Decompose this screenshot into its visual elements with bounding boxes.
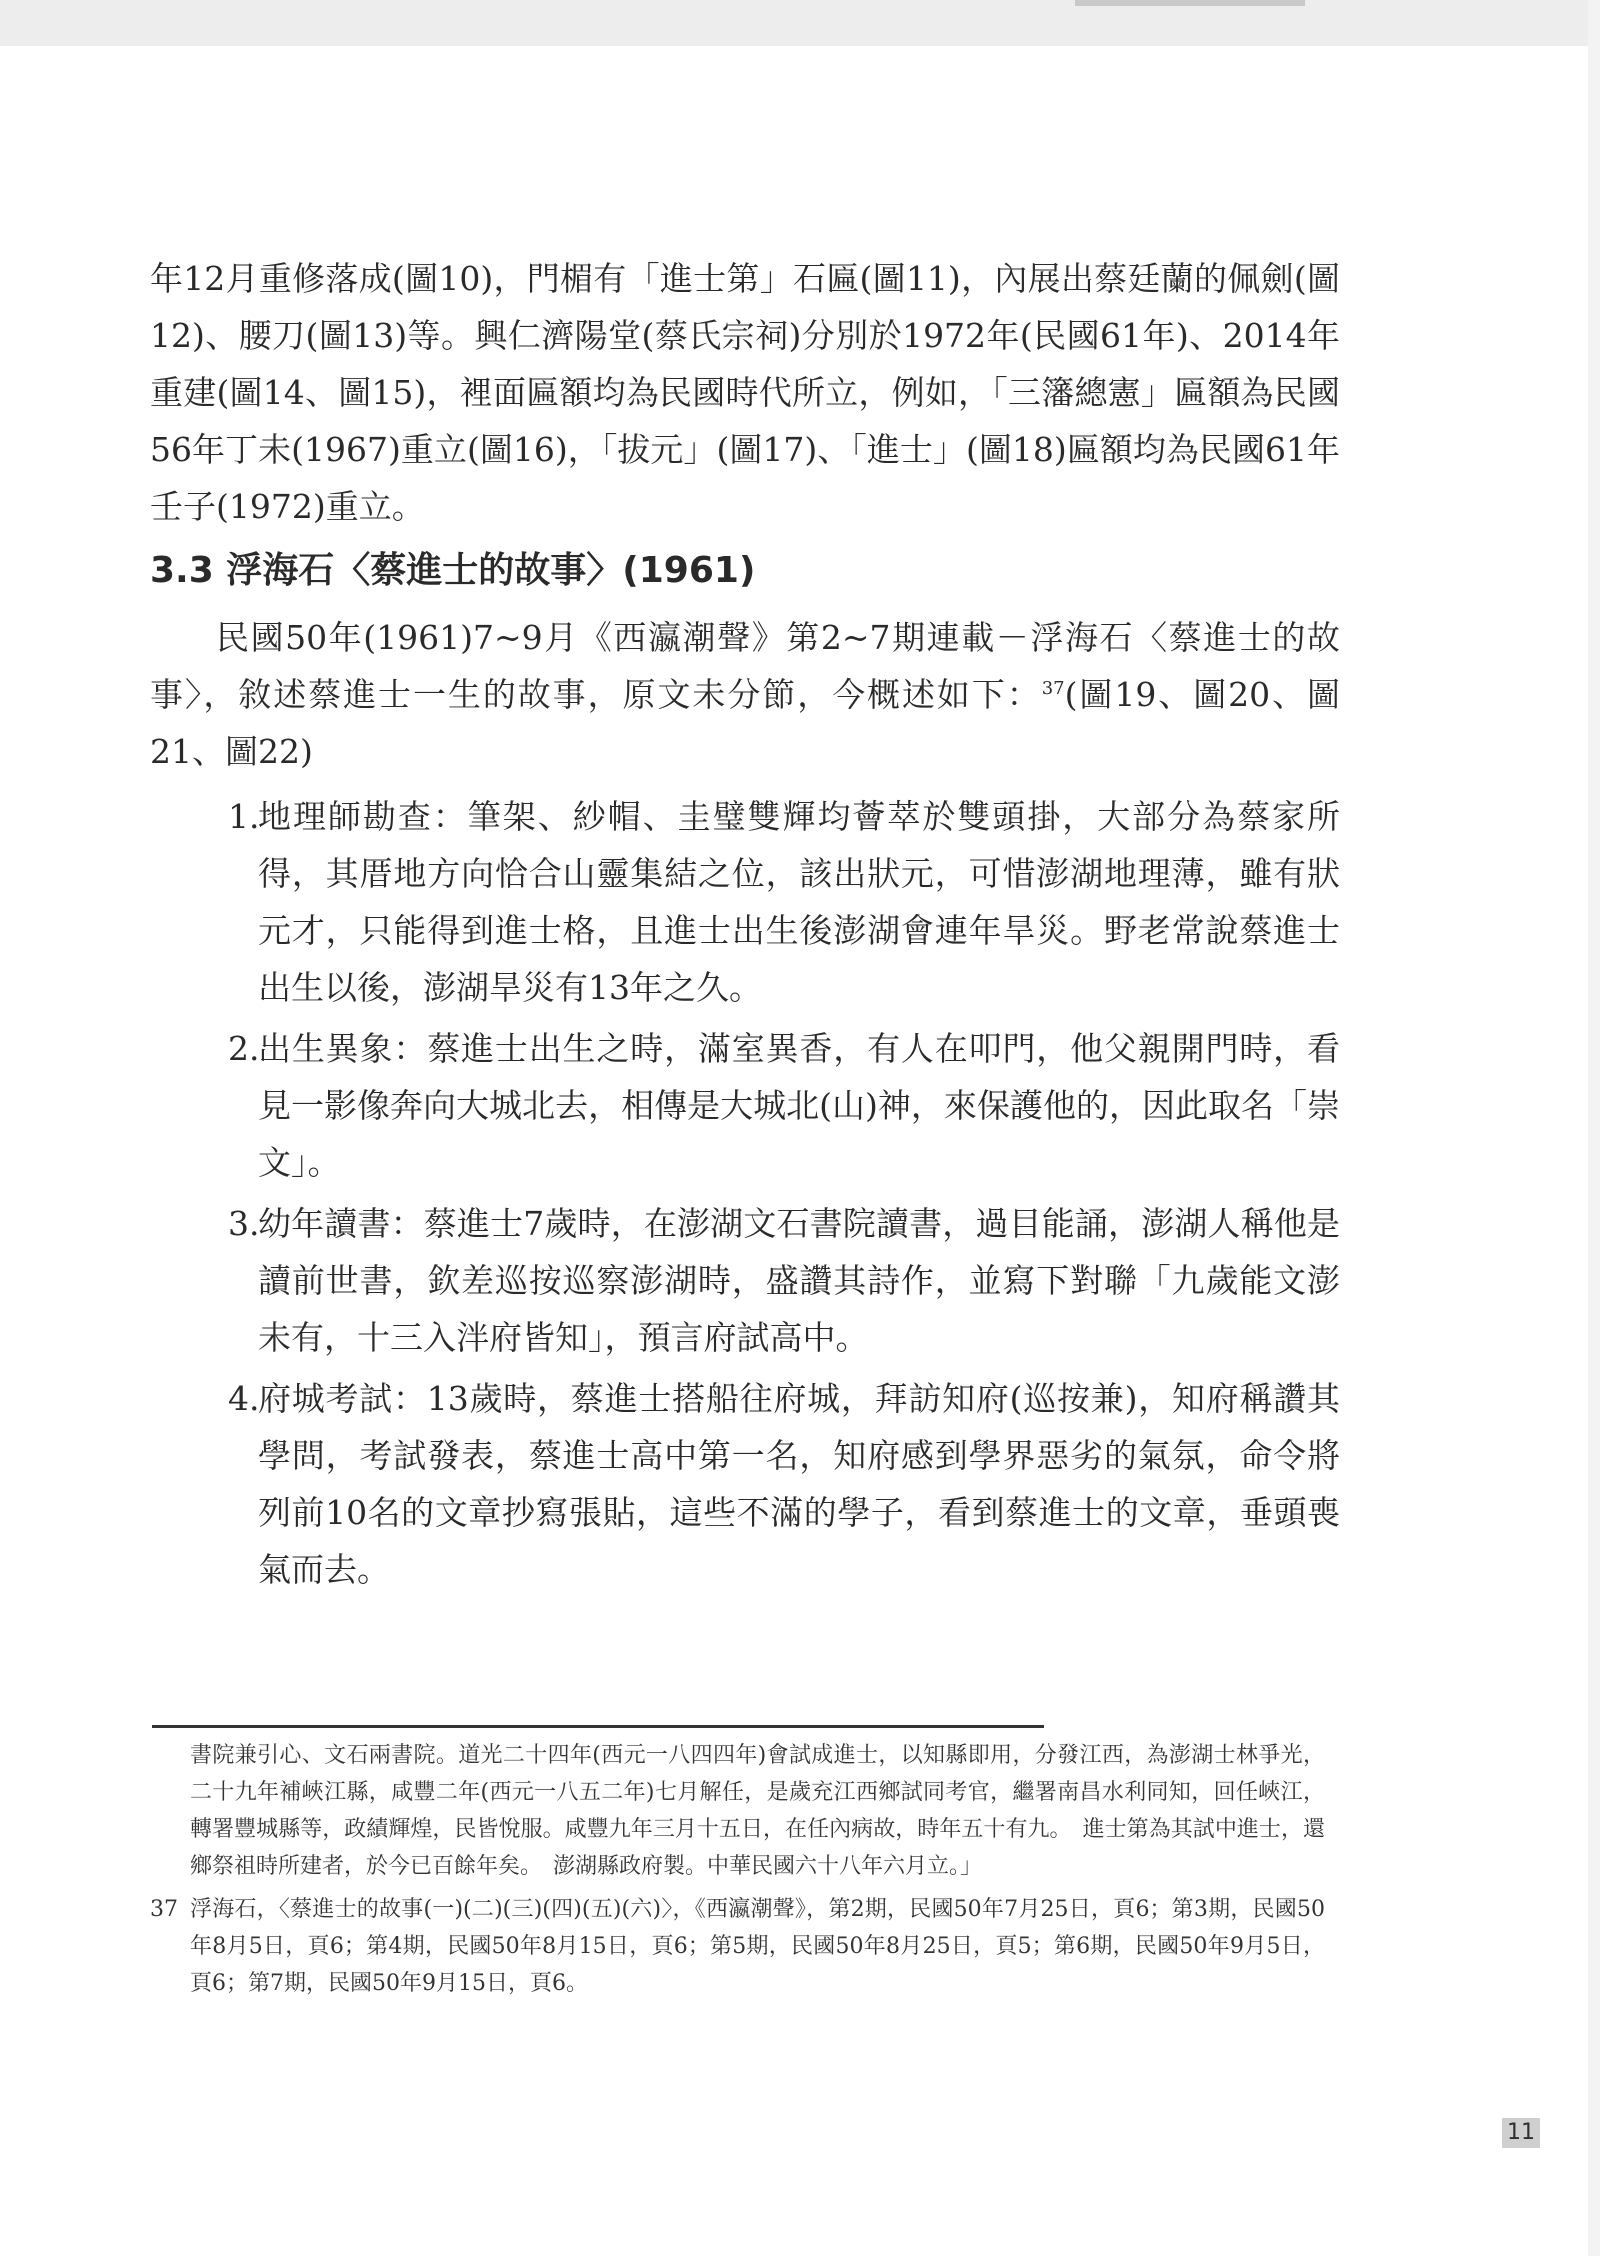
list-item — [150, 788, 1340, 1016]
list-item-number: 1. — [228, 797, 260, 836]
list-item-number: 3. — [228, 1204, 260, 1243]
list-item — [150, 1020, 1340, 1191]
list-item-number: 2. — [228, 1029, 260, 1068]
main-text — [150, 250, 1340, 1602]
footnote-text: 浮海石，〈蔡進士的故事(一)(二)(三)(四)(五)(六)〉，《西瀛潮聲》，第2期，民國50年7月25日，頁6；第3期，民國50年8月5日，頁6；第4期，民國50年8月15日，頁6；第5期，民國50年8月25日，頁5；第6期，民國50年9月5日，頁6；第7期，民國50年9月15日，頁6。 — [190, 1897, 1325, 1996]
list-item-text: 地理師勘查：筆架、紗帽、圭璧雙輝均薈萃於雙頭掛，大部分為蔡家所得，其厝地方向恰合山靈集結之位，該出狀元，可惜澎湖地理薄，雖有狀元才，只能得到進士格，且進士出生後澎湖會連年旱災。野老常說蔡進士出生以後，澎湖旱災有13年之久。 — [258, 797, 1340, 1007]
paragraph-intro — [150, 609, 1340, 780]
page-number: 11 — [1502, 2118, 1540, 2148]
section-heading: 3.3 浮海石〈蔡進士的故事〉(1961) — [150, 550, 756, 591]
list-item-text: 幼年讀書：蔡進士7歲時，在澎湖文石書院讀書，過目能誦，澎湖人稱他是讀前世書，欽差巡按巡察澎湖時，盛讚其詩作，並寫下對聯「九歲能文澎未有，十三入泮府皆知」，預言府試高中。 — [258, 1204, 1340, 1357]
footnote-item — [150, 1891, 1325, 2002]
list-item — [150, 1195, 1340, 1366]
footnote-continuation: 書院兼引心、文石兩書院。道光二十四年(西元一八四四年)會試成進士，以知縣即用，分發江西，為澎湖士林爭光，二十九年補峽江縣，咸豐二年(西元一八五二年)七月解任，是歲充江西鄉試同考官，繼署南昌水利同知，回任峽江，轉署豐城縣等，政績輝煌，民皆悅服。咸豐九年三月十五日，在任內病故，時年五十有九。 進士第為其試中進士，還鄉祭祖時所建者，於今已百餘年矣。 澎湖縣政府製。中華民國六十八年六月立。」 — [190, 1743, 1325, 1879]
footnote-reference[interactable]: 37 — [1041, 678, 1065, 699]
footnote-number: 37 — [150, 1897, 178, 1922]
list-item — [150, 1370, 1340, 1598]
paragraph-continued: 年12月重修落成(圖10)，門楣有「進士第」石匾(圖11)，內展出蔡廷蘭的佩劍(圖12)、腰刀(圖13)等。興仁濟陽堂(蔡氏宗祠)分別於1972年(民國61年)、2014年重建(圖14、圖15)，裡面匾額均為民國時代所立，例如，「三籓總憲」匾額為民國56年丁未(1967)重立(圖16)，「拔元」(圖17)、「進士」(圖18)匾額均為民國61年壬子(1972)重立。 — [150, 259, 1340, 526]
list-item-number: 4. — [228, 1379, 260, 1418]
paragraph-intro-text: 民國50年(1961)7~9月《西瀛潮聲》第2~7期連載－浮海石〈蔡進士的故事〉，敘述蔡進士一生的故事，原文未分節，今概述如下： — [150, 618, 1340, 714]
footnotes — [150, 1737, 1325, 2002]
paragraph-intro-figures: (圖19、圖20、圖21、圖22) — [150, 675, 1341, 771]
list-item-text: 出生異象：蔡進士出生之時，滿室異香，有人在叩門，他父親開門時，看見一影像奔向大城北去，相傳是大城北(山)神，來保護他的，因此取名「崇文」。 — [258, 1029, 1340, 1182]
list-item-text: 府城考試：13歲時，蔡進士搭船往府城，拜訪知府(巡按兼)，知府稱讚其學問，考試發表，蔡進士高中第一名，知府感到學界惡劣的氣氛，命令將列前10名的文章抄寫張貼，這些不滿的學子，看到蔡進士的文章，垂頭喪氣而去。 — [258, 1379, 1340, 1589]
story-summary-list — [150, 788, 1340, 1598]
footnote-divider — [152, 1725, 1044, 1728]
